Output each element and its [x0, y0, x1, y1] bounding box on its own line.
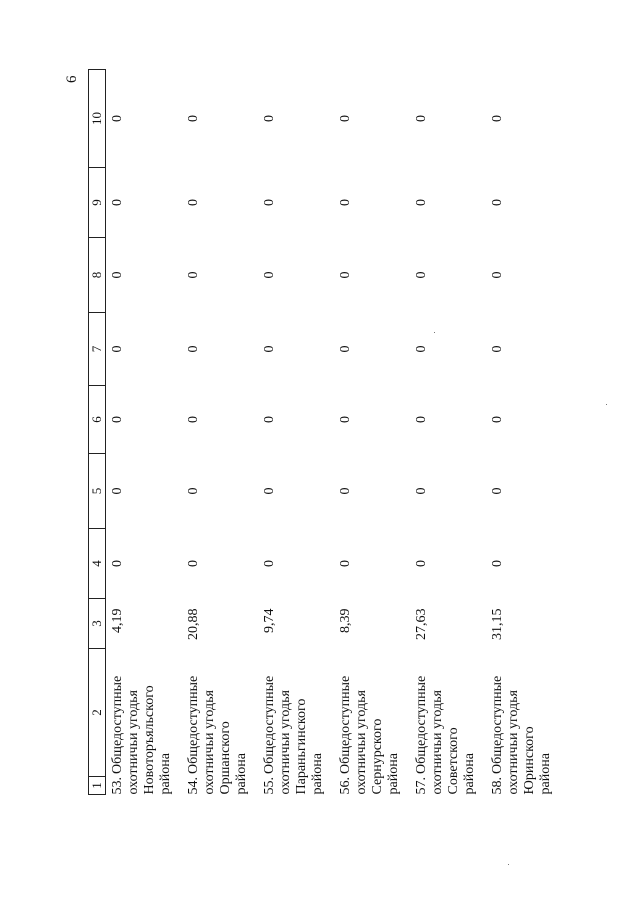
- row-name-cell: [410, 649, 486, 795]
- table-row: [334, 70, 410, 795]
- row-name: Общедоступные охотничьи угодья Советского района: [414, 675, 477, 795]
- row-value-cell: 0: [186, 416, 201, 423]
- row-number: 57.: [414, 777, 429, 795]
- column-header: 9: [89, 168, 106, 238]
- row-name-cell: [182, 649, 258, 795]
- row-value-cell: 0: [110, 271, 125, 279]
- row-value-cell: 0: [490, 199, 505, 206]
- row-value-cell: 0: [490, 345, 505, 353]
- row-value-cell: 0: [186, 271, 201, 279]
- row-area-value: 27,63: [414, 608, 429, 640]
- row-value-cell: 0: [338, 271, 353, 279]
- row-number: 58.: [490, 777, 505, 795]
- column-header: 8: [89, 238, 106, 313]
- row-number: 53.: [110, 777, 125, 795]
- column-header: 4: [89, 529, 106, 599]
- row-value-cell: 0: [186, 199, 201, 206]
- table-body: [106, 70, 563, 795]
- table-row: [182, 70, 258, 795]
- row-value-cell: 0: [490, 115, 505, 122]
- row-name: Общедоступные охотничьи угодья Оршанского района: [186, 675, 249, 795]
- row-value-cell: 0: [490, 271, 505, 279]
- row-number: 55.: [262, 777, 277, 795]
- table-row: [410, 70, 486, 795]
- row-value-cell: 0: [262, 345, 277, 353]
- row-name: Общедоступные охотничьи угодья Сернурского района: [338, 675, 401, 795]
- rotated-page: [64, 70, 562, 795]
- column-header: 2: [89, 649, 106, 777]
- row-value-cell: 0: [110, 560, 125, 567]
- row-value-cell: 0: [110, 199, 125, 206]
- row-value-cell: 0: [110, 416, 125, 423]
- row-name-cell: [486, 649, 562, 795]
- row-value-cell: 0: [262, 560, 277, 567]
- row-name: Общедоступные охотничьи угодья Юринского района: [490, 675, 553, 795]
- row-value-cell: 0: [262, 271, 277, 279]
- row-value-cell: 0: [414, 416, 429, 423]
- row-value-cell: 0: [338, 199, 353, 206]
- column-header: 6: [89, 386, 106, 454]
- row-value-cell: 0: [186, 487, 201, 495]
- row-value-cell: 0: [490, 560, 505, 567]
- row-value-cell: 0: [110, 345, 125, 353]
- row-value-cell: 0: [490, 487, 505, 495]
- table-row: [486, 70, 562, 795]
- row-value-cell: 0: [414, 487, 429, 495]
- scan-speck: [434, 332, 435, 333]
- column-header: 1: [89, 777, 106, 795]
- row-value-cell: 0: [414, 199, 429, 206]
- row-value-cell: 0: [414, 345, 429, 353]
- row-area-value: 31,15: [490, 608, 505, 640]
- row-value-cell: 0: [186, 115, 201, 122]
- data-table: [88, 69, 562, 795]
- row-value-cell: 0: [262, 416, 277, 423]
- page-number: 6: [64, 75, 80, 83]
- scan-speck: [606, 404, 607, 405]
- row-area-value: 8,39: [338, 608, 353, 633]
- row-value-cell: 0: [338, 416, 353, 423]
- row-value-cell: 0: [414, 560, 429, 567]
- row-area-value: 9,74: [262, 608, 277, 633]
- row-area-value: 4,19: [110, 608, 125, 633]
- row-value-cell: 0: [262, 115, 277, 122]
- row-name-cell: [106, 649, 183, 795]
- row-name-cell: [334, 649, 410, 795]
- header-row: [89, 70, 106, 795]
- row-name: Общедоступные охотничьи угодья Параньгинского района: [262, 675, 325, 795]
- row-value-cell: 0: [338, 487, 353, 495]
- row-number: 56.: [338, 777, 353, 795]
- row-value-cell: 0: [186, 560, 201, 567]
- row-value-cell: 0: [338, 115, 353, 122]
- row-value-cell: 0: [338, 560, 353, 567]
- column-header: 10: [89, 70, 106, 168]
- row-name-cell: [258, 649, 334, 795]
- row-value-cell: 0: [414, 271, 429, 279]
- row-value-cell: 0: [186, 345, 201, 353]
- column-header: 7: [89, 313, 106, 386]
- row-value-cell: 0: [414, 115, 429, 122]
- row-value-cell: 0: [262, 487, 277, 495]
- row-value-cell: 0: [338, 345, 353, 353]
- row-number: 54.: [186, 777, 201, 795]
- table-row: [258, 70, 334, 795]
- row-area-value: 20,88: [186, 608, 201, 640]
- column-header: 5: [89, 454, 106, 529]
- table-row: [106, 70, 183, 795]
- row-value-cell: 0: [110, 487, 125, 495]
- row-value-cell: 0: [262, 199, 277, 206]
- row-name: Общедоступные охотничьи угодья Новоторъяльского района: [110, 675, 173, 795]
- scan-speck: [508, 864, 509, 865]
- row-value-cell: 0: [490, 416, 505, 423]
- row-value-cell: 0: [110, 115, 125, 122]
- column-header: 3: [89, 599, 106, 649]
